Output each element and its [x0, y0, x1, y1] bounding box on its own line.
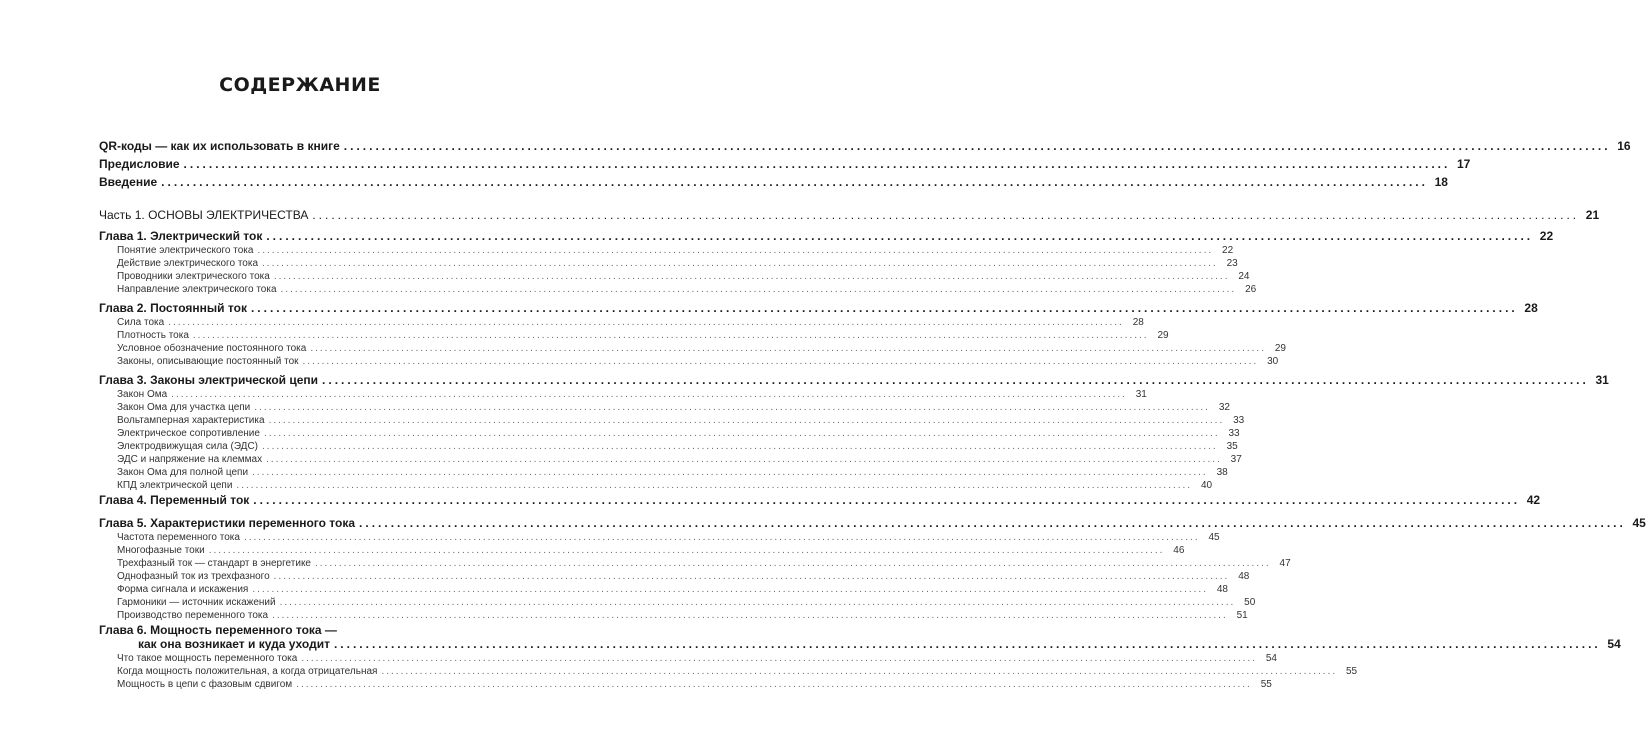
leader-dots: ........................................................................................................................................................................................................: [192, 330, 1149, 341]
toc-page-number: 24: [1238, 271, 1250, 282]
leader-dots: ........................................................................................................................................................................................................: [273, 271, 1230, 282]
toc-entry-label: Закон Ома: [117, 389, 168, 400]
leader-dots: ........................................................................................................................................................................................................: [250, 301, 1518, 315]
toc-section[interactable]: [117, 284, 1257, 295]
toc-entry-label: Глава 5. Характеристики переменного тока: [99, 516, 356, 530]
toc-entry-label: Частота переменного тока: [117, 532, 240, 543]
toc-chapter-6[interactable]: [138, 637, 1621, 651]
toc-entry-label: ЭДС и напряжение на клеммах: [117, 454, 263, 465]
toc-section[interactable]: [117, 597, 1256, 608]
leader-dots: ........................................................................................................................................................................................................: [253, 493, 1521, 507]
toc-entry-label: Глава 2. Постоянный ток: [99, 301, 247, 315]
toc-page-number: 29: [1274, 343, 1286, 354]
leader-dots: ........................................................................................................................................................................................................: [302, 356, 1259, 367]
toc-entry-label: Глава 1. Электрический ток: [99, 229, 263, 243]
leader-dots: ........................................................................................................................................................................................................: [262, 258, 1218, 269]
toc-section[interactable]: [117, 356, 1279, 367]
toc-section[interactable]: [117, 258, 1238, 269]
toc-section[interactable]: [117, 679, 1272, 690]
toc-section[interactable]: [117, 653, 1277, 664]
leader-dots: ........................................................................................................................................................................................................: [208, 545, 1165, 556]
toc-page-number: 22: [1539, 229, 1554, 243]
leader-dots: ........................................................................................................................................................................................................: [252, 467, 1208, 478]
leader-dots: ........................................................................................................................................................................................................: [268, 415, 1225, 426]
toc-entry-label: Действие электрического тока: [117, 258, 259, 269]
toc-page-number: 40: [1200, 480, 1213, 491]
toc-section[interactable]: [117, 402, 1230, 413]
leader-dots: ........................................................................................................................................................................................................: [280, 284, 1237, 295]
toc-page-number: 23: [1226, 258, 1238, 269]
toc-page-number: 30: [1267, 356, 1279, 367]
toc-entry-label: Мощность в цепи с фазовым сдвигом: [117, 679, 293, 690]
toc-page-number: 54: [1607, 637, 1621, 651]
toc-page-number: 48: [1238, 571, 1250, 582]
leader-dots: ........................................................................................................................................................................................................: [262, 441, 1218, 452]
toc-chapter-1[interactable]: [99, 229, 1554, 243]
toc-page-number: 31: [1135, 389, 1147, 400]
toc-entry-label: Глава 3. Законы электрической цепи: [99, 373, 319, 387]
toc-page-number: 29: [1157, 330, 1169, 341]
toc-section[interactable]: [117, 415, 1245, 426]
toc-page-number: 31: [1595, 373, 1609, 387]
toc-entry-part-1[interactable]: [99, 208, 1600, 222]
toc-page-number: 51: [1236, 610, 1248, 621]
toc-entry-introduction[interactable]: [99, 175, 1448, 189]
toc-page-number: 28: [1132, 317, 1144, 328]
leader-dots: ........................................................................................................................................................................................................: [257, 245, 1214, 256]
toc-entry-label: Когда мощность положительная, а когда отрицательная: [117, 666, 378, 677]
toc-entry-label: Электродвижущая сила (ЭДС): [117, 441, 259, 452]
toc-page-number: 28: [1524, 301, 1538, 315]
toc-chapter-2[interactable]: [99, 301, 1538, 315]
toc-page-number: 42: [1526, 493, 1541, 507]
leader-dots: ........................................................................................................................................................................................................: [272, 610, 1228, 621]
toc-section[interactable]: [117, 271, 1250, 282]
toc-section[interactable]: [117, 467, 1228, 478]
toc-entry-label: Проводники электрического тока: [117, 271, 270, 282]
toc-page-number: 37: [1230, 454, 1242, 465]
toc-page-number: 55: [1260, 679, 1272, 690]
toc-section[interactable]: [117, 454, 1242, 465]
leader-dots: ........................................................................................................................................................................................................: [171, 389, 1127, 400]
toc-section[interactable]: [117, 571, 1250, 582]
leader-dots: ........................................................................................................................................................................................................: [161, 175, 1428, 189]
toc-entry-label: КПД электрической цепи: [117, 480, 233, 491]
toc-page-number: 45: [1208, 532, 1220, 543]
toc-page-number: 55: [1346, 666, 1358, 677]
toc-page-number: 46: [1173, 545, 1185, 556]
toc-chapter-6-title[interactable]: Глава 6. Мощность переменного тока —: [99, 623, 337, 637]
toc-entry-label: Трехфазный ток — стандарт в энергетике: [117, 558, 311, 569]
leader-dots: ........................................................................................................................................................................................................: [183, 157, 1451, 171]
toc-entry-preface[interactable]: [99, 157, 1471, 171]
toc-page-number: 17: [1456, 157, 1471, 171]
toc-page-number: 45: [1632, 516, 1646, 530]
toc-entry-label: Закон Ома для полной цепи: [117, 467, 249, 478]
leader-dots: ........................................................................................................................................................................................................: [243, 532, 1200, 543]
toc-page-number: 26: [1245, 284, 1257, 295]
toc-section[interactable]: [117, 343, 1286, 354]
toc-section[interactable]: [117, 532, 1220, 543]
toc-entry-label: как она возникает и куда уходит: [138, 637, 330, 651]
toc-entry-label: Условное обозначение постоянного тока: [117, 343, 307, 354]
leader-dots: ........................................................................................................................................................................................................: [359, 516, 1626, 530]
leader-dots: ........................................................................................................................................................................................................: [266, 229, 1534, 243]
toc-entry-label: QR-коды — как их использовать в книге: [99, 139, 340, 153]
toc-chapter-4[interactable]: [99, 493, 1541, 507]
toc-entry-label: Законы, описывающие постоянный ток: [117, 356, 299, 367]
toc-section[interactable]: [117, 610, 1248, 621]
toc-chapter-5[interactable]: [99, 516, 1646, 530]
toc-page-number: 16: [1617, 139, 1631, 153]
toc-entry-label: Предисловие: [99, 157, 180, 171]
toc-entry-label: Плотность тока: [117, 330, 189, 341]
leader-dots: ........................................................................................................................................................................................................: [296, 679, 1252, 690]
toc-page-number: 22: [1222, 245, 1234, 256]
toc-entry-label: Направление электрического тока: [117, 284, 277, 295]
toc-entry-label: Многофазные токи: [117, 545, 205, 556]
leader-dots: ........................................................................................................................................................................................................: [263, 428, 1220, 439]
leader-dots: ........................................................................................................................................................................................................: [236, 480, 1193, 491]
leader-dots: ........................................................................................................................................................................................................: [279, 597, 1236, 608]
toc-entry-qr-codes[interactable]: [99, 139, 1631, 153]
leader-dots: ........................................................................................................................................................................................................: [266, 454, 1222, 465]
toc-section[interactable]: [117, 428, 1240, 439]
toc-entry-label: Сила тока: [117, 317, 165, 328]
toc-page-number: 47: [1279, 558, 1291, 569]
leader-dots: ........................................................................................................................................................................................................: [322, 373, 1589, 387]
toc-section[interactable]: [117, 330, 1169, 341]
toc-page-number: 35: [1226, 441, 1238, 452]
toc-section[interactable]: [117, 441, 1238, 452]
leader-dots: ........................................................................................................................................................................................................: [254, 402, 1210, 413]
toc-entry-label: Форма сигнала и искажения: [117, 584, 249, 595]
toc-entry-label: Производство переменного тока: [117, 610, 269, 621]
toc-page-number: 21: [1585, 208, 1600, 222]
toc-section[interactable]: [117, 666, 1358, 677]
page-title: СОДЕРЖАНИЕ: [219, 74, 381, 96]
toc-section[interactable]: [117, 317, 1144, 328]
toc-entry-label: Глава 4. Переменный ток: [99, 493, 250, 507]
leader-dots: ........................................................................................................................................................................................................: [273, 571, 1230, 582]
toc-entry-label: Однофазный ток из трехфазного: [117, 571, 270, 582]
leader-dots: ........................................................................................................................................................................................................: [333, 637, 1601, 651]
toc-entry-label: Закон Ома для участка цепи: [117, 402, 251, 413]
toc-page-number: 50: [1244, 597, 1256, 608]
leader-dots: ........................................................................................................................................................................................................: [312, 208, 1580, 222]
toc-page-number: 33: [1228, 428, 1240, 439]
toc-page-number: 54: [1265, 653, 1277, 664]
toc-section[interactable]: [117, 545, 1185, 556]
toc-page-number: 18: [1434, 175, 1448, 189]
toc-chapter-3[interactable]: [99, 373, 1609, 387]
leader-dots: ........................................................................................................................................................................................................: [310, 343, 1266, 354]
toc-section[interactable]: [117, 584, 1228, 595]
toc-page-number: 33: [1233, 415, 1245, 426]
toc-section[interactable]: [117, 389, 1147, 400]
leader-dots: ........................................................................................................................................................................................................: [343, 139, 1611, 153]
toc-page-number: 32: [1218, 402, 1230, 413]
toc-entry-label: Часть 1. ОСНОВЫ ЭЛЕКТРИЧЕСТВА: [99, 208, 309, 222]
toc-entry-label: Гармоники — источник искажений: [117, 597, 276, 608]
toc-entry-label: Введение: [99, 175, 158, 189]
toc-page-number: 48: [1216, 584, 1228, 595]
leader-dots: ........................................................................................................................................................................................................: [315, 558, 1271, 569]
toc-section[interactable]: [117, 480, 1213, 491]
toc-entry-label: Понятие электрического тока: [117, 245, 254, 256]
toc-page-number: 38: [1216, 467, 1228, 478]
toc-entry-label: Вольтамперная характеристика: [117, 415, 265, 426]
toc-section[interactable]: [117, 245, 1234, 256]
leader-dots: ........................................................................................................................................................................................................: [381, 666, 1338, 677]
toc-entry-label: Что такое мощность переменного тока: [117, 653, 298, 664]
leader-dots: ........................................................................................................................................................................................................: [301, 653, 1257, 664]
leader-dots: ........................................................................................................................................................................................................: [252, 584, 1208, 595]
toc-entry-label: Электрическое сопротивление: [117, 428, 260, 439]
leader-dots: ........................................................................................................................................................................................................: [168, 317, 1124, 328]
toc-section[interactable]: [117, 558, 1291, 569]
